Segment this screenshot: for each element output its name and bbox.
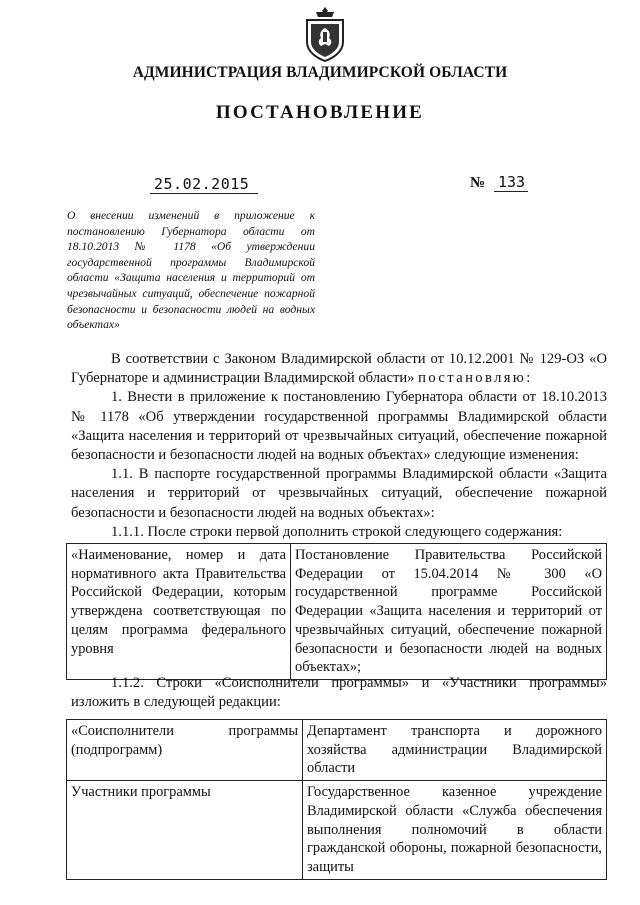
- paragraph-1: 1. Внести в приложение к постановлению Губернатора области от 18.10.2013 № 1178 «Об утверждении государственной программы Владимирской области «Защита населения и территорий от чрезвычайных ситуаций, обеспечение пожарной безопасности и безопасности людей на водных объектах» следующие изменения:: [71, 389, 607, 464]
- paragraph-1-1-2: 1.1.2. Строки «Соисполнители программы» и «Участники программы» изложить в следующей редакции:: [71, 675, 607, 711]
- table-cell-left: «Наименование, номер и дата нормативного акта Правительства Российской Федерации, которым утверждена соответствующая по целям программа федерального уровня: [67, 544, 291, 680]
- document-body: [71, 350, 607, 542]
- document-subject: О внесении изменений в приложение к постановлению Губернатора области от 18.10.2013 № 1178 «Об утверждении государственной программы Владимирской области «Защита населения и территорий от чрезвычайных ситуаций, обеспечение пожарной безопасности и безопасности людей на водных объектах»: [67, 209, 315, 332]
- paragraph-1-1-2-block: [71, 674, 607, 712]
- table-row: [67, 544, 607, 680]
- table-cell-left: Участники программы: [67, 781, 303, 880]
- org-title: АДМИНИСТРАЦИЯ ВЛАДИМИРСКОЙ ОБЛАСТИ: [132, 64, 508, 81]
- paragraph-1-1-1: 1.1.1. После строки первой дополнить строкой следующего содержания:: [111, 523, 563, 540]
- table-cell-right: Государственное казенное учреждение Владимирской области «Служба обеспечения выполнения полномочий в области гражданской обороны, пожарной безопасности, защиты: [303, 781, 607, 880]
- paragraph-preamble: [71, 350, 607, 388]
- paragraph-1-1: 1.1. В паспорте государственной программы Владимирской области «Защита населения и территорий от чрезвычайных ситуаций, обеспечение пожарной безопасности и безопасности людей на водных объектах»:: [71, 466, 607, 521]
- table-cell-left: «Соисполнители программы (подпрограмм): [67, 720, 303, 781]
- coat-of-arms-icon: [303, 6, 347, 62]
- table-row: [67, 720, 607, 781]
- table-cell-right: Постановление Правительства Российской Федерации от 15.04.2014 № 300 «О государственной программе Российской Федерации «Защита населения и территорий от чрезвычайных ситуаций, обеспечение пожарной безопасности и безопасности людей на водных объектах»;: [291, 544, 607, 680]
- insert-row-table: [66, 543, 607, 680]
- table-cell-right: Департамент транспорта и дорожного хозяйства администрации Владимирской области: [303, 720, 607, 781]
- number-label: №: [470, 175, 486, 191]
- decree-word: постановляю:: [418, 370, 533, 387]
- table-row: [67, 781, 607, 880]
- replacement-rows-table: [66, 719, 607, 880]
- document-number: 133: [494, 174, 528, 192]
- preamble-text: В соответствии с Законом Владимирской области от 10.12.2001 № 129-ОЗ «О Губернаторе и администрации Владимирской области»: [71, 351, 607, 387]
- document-date: 25.02.2015: [150, 176, 258, 194]
- document-type: ПОСТАНОВЛЕНИЕ: [215, 102, 425, 123]
